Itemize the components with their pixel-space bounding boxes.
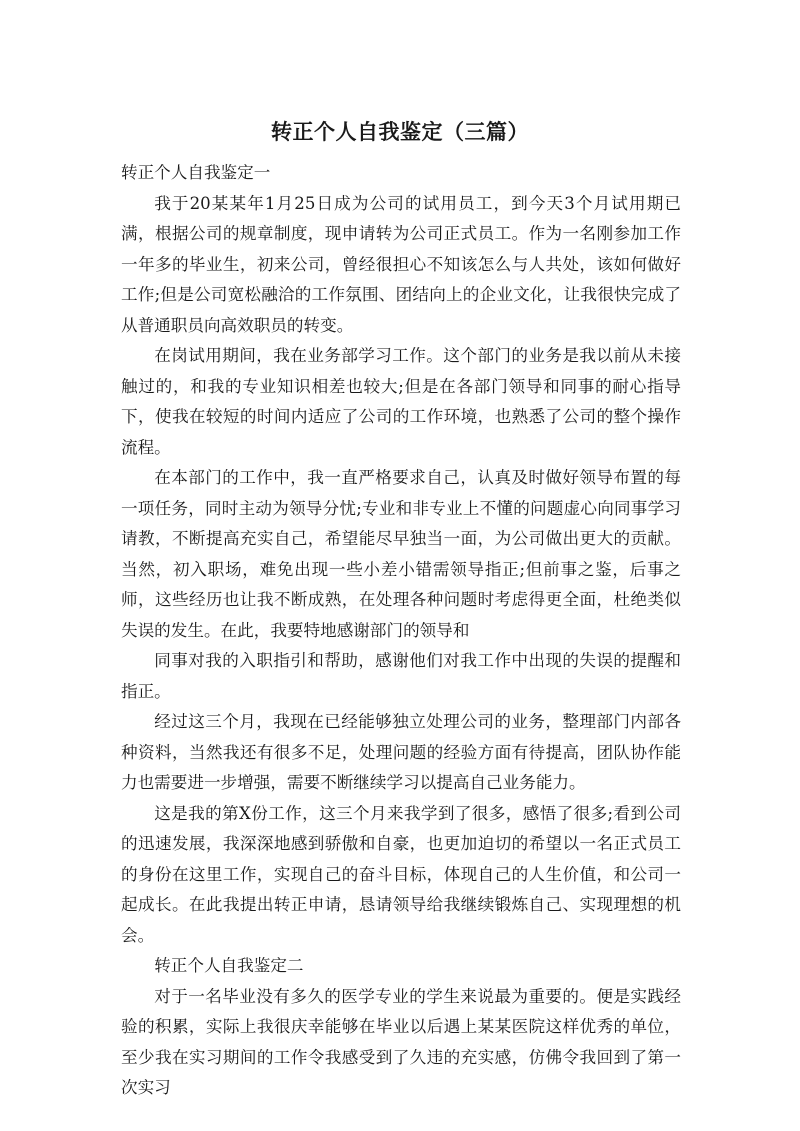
section-heading-2: 转正个人自我鉴定二	[154, 956, 304, 975]
paragraph: 经过这三个月，我现在已经能够独立处理公司的业务，整理部门内部各种资料，当然我还有很多不足，处理问题的经验方面有待提高，团队协作能力也需要进一步增强，需要不断继续学习以提高自己业务能力。	[121, 712, 681, 792]
section-heading-1: 转正个人自我鉴定一	[121, 163, 271, 182]
paragraph: 这是我的第X份工作，这三个月来我学到了很多，感悟了很多;看到公司的迅速发展，我深深地感到骄傲和自豪，也更加迫切的希望以一名正式员工的身份在这里工作，实现自己的奋斗目标，体现自己的人生价值，和公司一起成长。在此我提出转正申请，恳请领导给我继续锻炼自己、实现理想的机会。	[121, 803, 681, 945]
paragraph: 我于20某某年1月25日成为公司的试用员工，到今天3个月试用期已满，根据公司的规章制度，现申请转为公司正式员工。作为一名刚参加工作一年多的毕业生，初来公司，曾经很担心不知该怎么与人共处，该如何做好工作;但是公司宽松融洽的工作氛围、团结向上的企业文化，让我很快完成了从普通职员向高效职员的转变。	[121, 193, 681, 335]
document-title: 转正个人自我鉴定（三篇）	[271, 120, 529, 144]
paragraph: 同事对我的入职指引和帮助，感谢他们对我工作中出现的失误的提醒和指正。	[121, 651, 681, 701]
paragraph: 在本部门的工作中，我一直严格要求自己，认真及时做好领导布置的每一项任务，同时主动为领导分忧;专业和非专业上不懂的问题虚心向同事学习请教，不断提高充实自己，希望能尽早独当一面，为公司做出更大的贡献。当然，初入职场，难免出现一些小差小错需领导指正;但前事之鉴，后事之师，这些经历也让我不断成熟，在处理各种问题时考虑得更全面，杜绝类似失误的发生。在此，我要特地感谢部门的领导和	[121, 468, 681, 640]
paragraph: 在岗试用期间，我在业务部学习工作。这个部门的业务是我以前从未接触过的，和我的专业知识相差也较大;但是在各部门领导和同事的耐心指导下，使我在较短的时间内适应了公司的工作环境，也熟悉了公司的整个操作流程。	[121, 346, 681, 457]
paragraph: 对于一名毕业没有多久的医学专业的学生来说最为重要的。便是实践经验的积累，实际上我很庆幸能够在毕业以后遇上某某医院这样优秀的单位，至少我在实习期间的工作令我感受到了久违的充实感，仿佛令我回到了第一次实习	[121, 986, 681, 1097]
document-body	[121, 158, 681, 1104]
